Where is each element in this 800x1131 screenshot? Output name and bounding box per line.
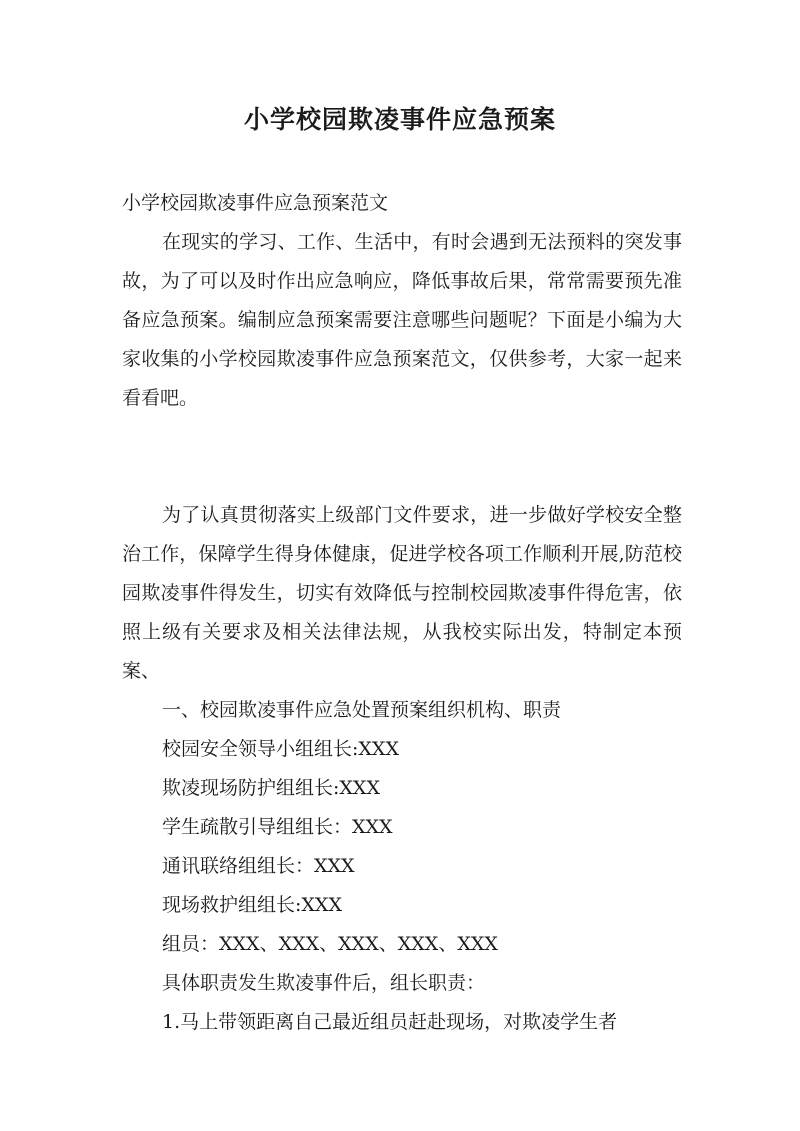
purpose-paragraph: 为了认真贯彻落实上级部门文件要求，进一步做好学校安全整治工作，保障学生得身体健康，促进学校各项工作顺利开展,防范校园欺凌事件得发生，切实有效降低与控制校园欺凌事件得危害，依照上级有关要求及相关法律法规，从我校实际出发，特制定本预案、: [122, 504, 682, 682]
paragraph-gap: [122, 418, 682, 496]
intro-paragraph: 在现实的学习、工作、生活中，有时会遇到无法预料的突发事故，为了可以及时作出应急响应，降低事故后果，常常需要预先准备应急预案。编制应急预案需要注意哪些问题呢？下面是小编为大家收集的小学校园欺凌事件应急预案范文，仅供参考，大家一起来看看吧。: [122, 231, 682, 409]
members-line: 组员：XXX、XXX、XXX、XXX、XXX: [162, 933, 498, 955]
role-line: 欺凌现场防护组组长:XXX: [162, 777, 380, 799]
document-subtitle: 小学校园欺凌事件应急预案范文: [122, 192, 389, 214]
role-line: 学生疏散引导组组长：XXX: [162, 816, 393, 838]
duty-item: 1.马上带领距离自己最近组员赶赴现场，对欺凌学生者: [162, 1011, 618, 1033]
role-line: 校园安全领导小组组长:XXX: [162, 738, 399, 760]
document-body: [122, 184, 682, 1042]
document-title: 小学校园欺凌事件应急预案: [243, 105, 556, 134]
duties-heading: 具体职责发生欺凌事件后，组长职责：: [162, 972, 486, 994]
role-line: 通讯联络组组长：XXX: [162, 855, 355, 877]
role-line: 现场救护组组长:XXX: [162, 894, 342, 916]
section-heading: 一、校园欺凌事件应急处置预案组织机构、职责: [162, 699, 562, 721]
